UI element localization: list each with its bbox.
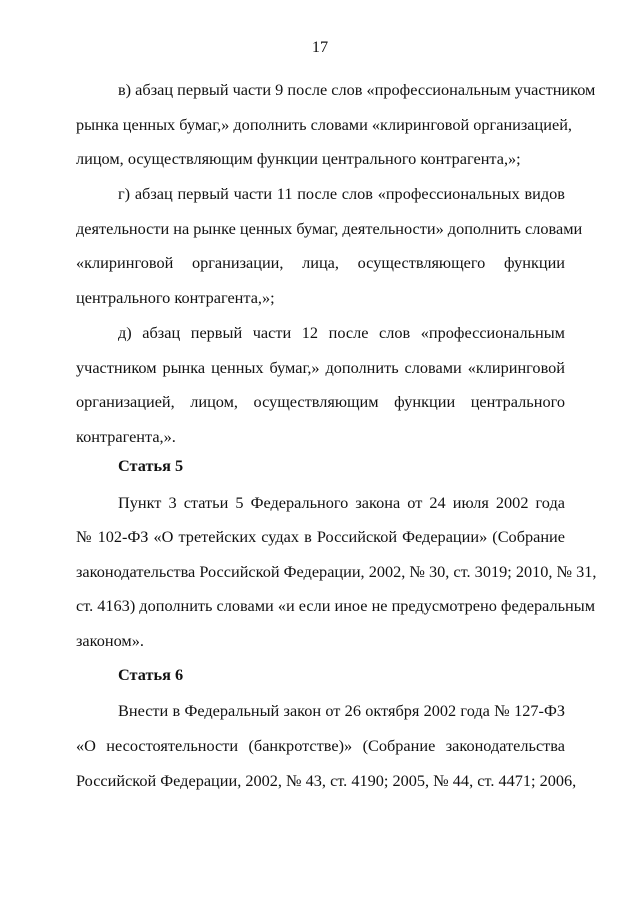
article-heading: Статья 6 — [118, 665, 184, 684]
page-number: 17 — [311, 37, 329, 56]
text-line: контрагента,». — [76, 427, 176, 446]
text-line: Российской Федерации, 2002, № 43, ст. 4190; 2005, № 44, ст. 4471; 2006, — [76, 771, 577, 790]
text-line: деятельности на рынке ценных бумаг, деятельности» дополнить словами — [76, 219, 583, 238]
text-line: № 102-ФЗ «О третейских судах в Российской Федерации» (Собрание — [76, 527, 565, 546]
text-line: «клиринговой организации, лица, осуществляющего функции — [76, 253, 565, 272]
text-line: рынка ценных бумаг,» дополнить словами «клиринговой организацией, — [76, 115, 572, 134]
text-line: центрального контрагента,»; — [76, 288, 275, 307]
text-line: организацией, лицом, осуществляющим функции центрального — [76, 392, 565, 411]
text-line: лицом, осуществляющим функции центрального контрагента,»; — [76, 149, 521, 168]
text-line: законодательства Российской Федерации, 2002, № 30, ст. 3019; 2010, № 31, — [76, 562, 597, 581]
text-line: участником рынка ценных бумаг,» дополнить словами «клиринговой — [76, 358, 565, 377]
text-line: г) абзац первый части 11 после слов «профессиональных видов — [118, 184, 565, 203]
article-heading: Статья 5 — [118, 456, 184, 475]
text-line: ст. 4163) дополнить словами «и если иное не предусмотрено федеральным — [76, 596, 596, 615]
text-line: в) абзац первый части 9 после слов «профессиональным участником — [118, 80, 596, 99]
text-line: законом». — [76, 631, 144, 650]
text-line: «О несостоятельности (банкротстве)» (Собрание законодательства — [76, 736, 565, 755]
text-line: Пункт 3 статьи 5 Федерального закона от 24 июля 2002 года — [118, 493, 565, 512]
text-line: Внести в Федеральный закон от 26 октября 2002 года № 127-ФЗ — [118, 701, 565, 720]
text-line: д) абзац первый части 12 после слов «профессиональным — [118, 323, 565, 342]
